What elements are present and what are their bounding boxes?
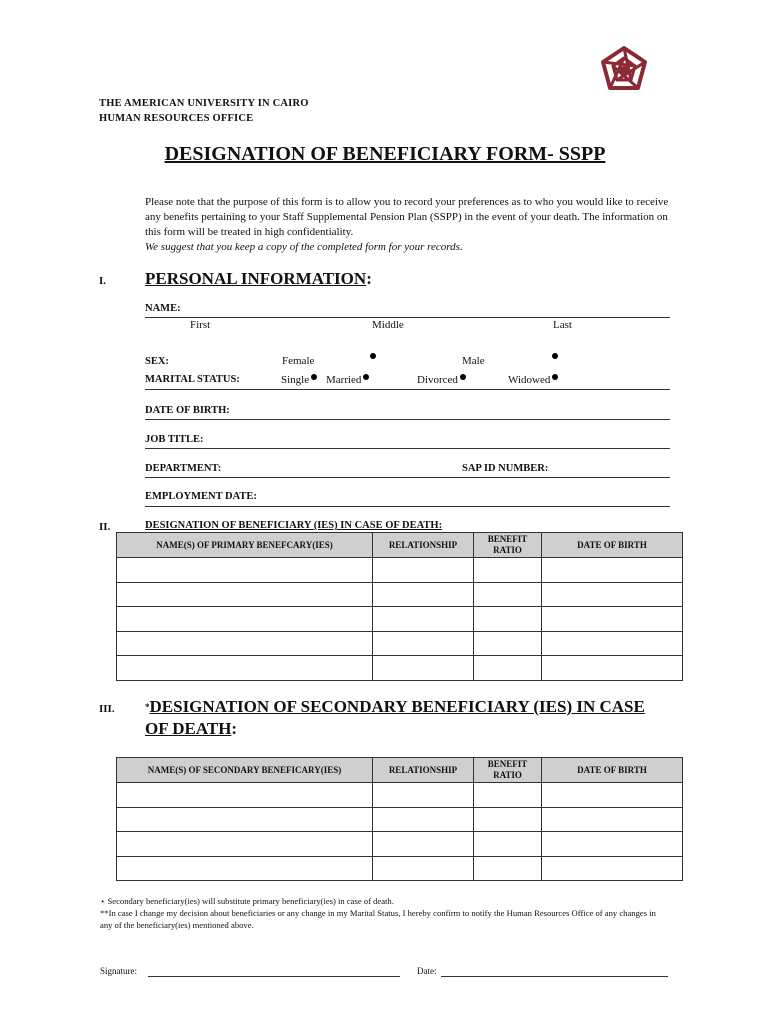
table-cell[interactable] [117, 832, 373, 857]
date-line[interactable] [441, 976, 668, 977]
footnote-secondary: ⋆ Secondary beneficiary(ies) will substitute primary beneficiary(ies) in case of death. [100, 896, 394, 906]
secondary-table-header-row [117, 758, 683, 783]
table-cell[interactable] [542, 656, 683, 681]
table-cell[interactable] [474, 631, 542, 656]
table-row [117, 807, 683, 832]
sap-id-label: SAP ID NUMBER: [462, 463, 549, 474]
dob-line[interactable] [145, 419, 670, 420]
section-3-star: * [145, 702, 150, 712]
column-header: RELATIONSHIP [373, 758, 474, 783]
table-cell[interactable] [373, 656, 474, 681]
secondary-beneficiary-table [116, 757, 683, 881]
table-cell[interactable] [117, 607, 373, 632]
section-2-number: II. [99, 521, 111, 533]
marital-married-radio[interactable] [363, 374, 369, 380]
column-header: DATE OF BIRTH [542, 533, 683, 558]
table-row [117, 783, 683, 808]
footnote-change: **In case I change my decision about beneficiaries or any change in my Marital Status, I hereby confirm to notify the Human Resources Office of any changes in any of the beneficiary(ies) mentioned above. [100, 908, 656, 930]
table-cell[interactable] [373, 807, 474, 832]
marital-single-label: Single [281, 374, 310, 386]
table-cell[interactable] [373, 832, 474, 857]
department-label: DEPARTMENT: [145, 463, 222, 474]
name-middle-caption: Middle [372, 319, 404, 331]
section-1-heading [145, 269, 372, 289]
marital-widowed-option[interactable] [508, 374, 558, 386]
table-cell[interactable] [373, 783, 474, 808]
table-cell[interactable] [542, 856, 683, 881]
column-header: BENEFIT RATIO [474, 758, 542, 783]
table-row [117, 832, 683, 857]
marital-single-radio[interactable] [311, 374, 317, 380]
table-row [117, 631, 683, 656]
table-cell[interactable] [373, 582, 474, 607]
section-2-heading: DESIGNATION OF BENEFICIARY (IES) IN CASE OF DEATH: [145, 520, 443, 531]
table-cell[interactable] [474, 856, 542, 881]
name-label: NAME: [145, 303, 181, 314]
table-row [117, 582, 683, 607]
sex-male-radio[interactable] [552, 353, 558, 359]
university-name: THE AMERICAN UNIVERSITY IN CAIRO [99, 98, 309, 109]
table-cell[interactable] [117, 856, 373, 881]
table-cell[interactable] [474, 607, 542, 632]
section-3-number: III. [99, 703, 115, 715]
table-cell[interactable] [474, 582, 542, 607]
sex-male-label: Male [462, 355, 485, 367]
table-cell[interactable] [117, 656, 373, 681]
sex-female-radio[interactable] [370, 353, 376, 359]
table-cell[interactable] [542, 582, 683, 607]
intro-note: We suggest that you keep a copy of the completed form for your records. [145, 241, 463, 253]
form-title: DESIGNATION OF BENEFICIARY FORM- SSPP [164, 143, 606, 165]
job-title-label: JOB TITLE: [145, 434, 204, 445]
sex-label: SEX: [145, 356, 169, 367]
table-cell[interactable] [117, 558, 373, 583]
table-cell[interactable] [373, 558, 474, 583]
table-cell[interactable] [474, 807, 542, 832]
column-header: RELATIONSHIP [373, 533, 474, 558]
column-header: BENEFIT RATIO [474, 533, 542, 558]
section-3-heading-line2: OF DEATH [145, 719, 232, 738]
marital-divorced-option[interactable] [417, 374, 466, 386]
column-header: NAME(S) OF SECONDARY BENEFICARY(IES) [117, 758, 373, 783]
table-cell[interactable] [117, 631, 373, 656]
section-1-number: I. [99, 275, 107, 287]
marital-single-option[interactable] [281, 374, 317, 386]
sex-female-label: Female [282, 355, 315, 367]
date-label: Date: [417, 966, 437, 976]
employment-date-line[interactable] [145, 506, 670, 507]
marital-status-label: MARITAL STATUS: [145, 374, 240, 385]
dob-label: DATE OF BIRTH: [145, 405, 230, 416]
column-header: NAME(S) OF PRIMARY BENEFCARY(IES) [117, 533, 373, 558]
table-cell[interactable] [474, 656, 542, 681]
table-cell[interactable] [474, 783, 542, 808]
table-cell[interactable] [542, 832, 683, 857]
table-cell[interactable] [542, 607, 683, 632]
marital-divorced-radio[interactable] [460, 374, 466, 380]
table-cell[interactable] [117, 807, 373, 832]
marital-married-option[interactable] [326, 374, 369, 386]
table-row [117, 607, 683, 632]
office-name: HUMAN RESOURCES OFFICE [99, 113, 254, 124]
auc-star-logo-icon [598, 44, 650, 96]
section-1-heading-suffix: : [366, 269, 372, 288]
section-3-heading [145, 696, 685, 739]
marital-married-label: Married [326, 374, 362, 386]
primary-table-header-row [117, 533, 683, 558]
table-cell[interactable] [474, 558, 542, 583]
table-cell[interactable] [373, 607, 474, 632]
table-row [117, 856, 683, 881]
table-row [117, 558, 683, 583]
marital-widowed-radio[interactable] [552, 374, 558, 380]
intro-paragraph: Please note that the purpose of this form is to allow you to record your preferences as to who you would like to receive any benefits pertaining to your Staff Supplemental Pension Plan (SSPP) in the event of your death. The information on this form will be treated in high confidentiality. [145, 196, 669, 238]
table-row [117, 656, 683, 681]
employment-date-label: EMPLOYMENT DATE: [145, 491, 257, 502]
table-cell[interactable] [542, 807, 683, 832]
marital-widowed-label: Widowed [508, 374, 551, 386]
section-3-heading-suffix: : [231, 719, 238, 738]
footnotes [100, 895, 670, 931]
job-title-line[interactable] [145, 448, 670, 449]
signature-label: Signature: [100, 966, 137, 976]
signature-line[interactable] [148, 976, 400, 977]
department-line[interactable] [145, 477, 670, 478]
marital-divorced-label: Divorced [417, 374, 458, 386]
table-cell[interactable] [117, 582, 373, 607]
name-line[interactable] [145, 317, 670, 318]
table-cell[interactable] [117, 783, 373, 808]
column-header: DATE OF BIRTH [542, 758, 683, 783]
primary-beneficiary-table [116, 532, 683, 681]
name-last-caption: Last [553, 319, 572, 331]
marital-line [145, 389, 670, 390]
table-cell[interactable] [542, 631, 683, 656]
table-cell[interactable] [474, 832, 542, 857]
intro-text [145, 195, 675, 255]
section-3-heading-line1: DESIGNATION OF SECONDARY BENEFICIARY (IES) IN CASE [149, 697, 645, 716]
table-cell[interactable] [373, 631, 474, 656]
section-1-heading-text: PERSONAL INFORMATION [145, 269, 367, 288]
table-cell[interactable] [373, 856, 474, 881]
table-cell[interactable] [542, 783, 683, 808]
name-first-caption: First [190, 319, 211, 331]
table-cell[interactable] [542, 558, 683, 583]
